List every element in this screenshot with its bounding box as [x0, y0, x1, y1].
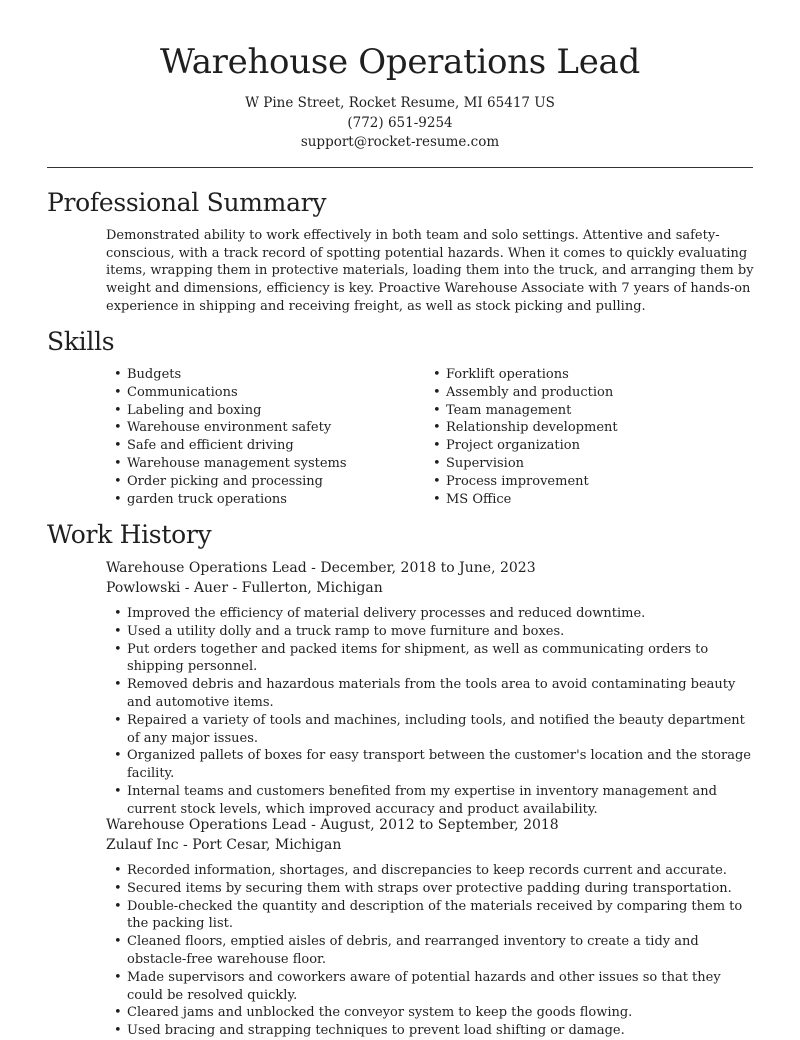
job-title-line: Warehouse Operations Lead - August, 2012 to September, 2018 [106, 817, 559, 833]
header-divider [47, 167, 753, 168]
job-bullet: • Organized pallets of boxes for easy transport between the customer's location and the storage facility. [106, 747, 756, 783]
skill-item: • Warehouse environment safety [106, 419, 406, 437]
work-history-heading: Work History [47, 520, 212, 549]
skill-item: • Supervision [425, 455, 745, 473]
job-title-line: Warehouse Operations Lead - December, 2018 to June, 2023 [106, 560, 536, 576]
job-company-line: Powlowski - Auer - Fullerton, Michigan [106, 580, 383, 596]
skill-item: • Labeling and boxing [106, 402, 406, 420]
skill-item: • Safe and efficient driving [106, 437, 406, 455]
summary-text: Demonstrated ability to work effectively in both team and solo settings. Attentive and safety-conscious, with a track record of spotting potential hazards. When it comes to quickly evaluating items, wrapping them in protective materials, loading them into the truck, and arranging them by weight and dimensions, efficiency is key. Proactive Warehouse Associate with 7 years of hands-on experience in shipping and receiving freight, as well as stock picking and pulling. [106, 228, 754, 314]
job-bullet: • Cleaned floors, emptied aisles of debris, and rearranged inventory to create a tidy and obstacle-free warehouse floor. [106, 933, 756, 969]
skill-item: • Assembly and production [425, 384, 745, 402]
summary-heading: Professional Summary [47, 188, 327, 217]
skill-item: • Warehouse management systems [106, 455, 406, 473]
job-bullet: • Removed debris and hazardous materials from the tools area to avoid contaminating beauty and automotive items. [106, 676, 756, 712]
skills-list-left [106, 366, 406, 508]
job-bullet: • Secured items by securing them with straps over protective padding during transportation. [106, 880, 756, 898]
phone-number: (772) 651-9254 [347, 114, 453, 131]
skill-item: • Forklift operations [425, 366, 745, 384]
job-bullet: • Double-checked the quantity and description of the materials received by comparing them to the packing list. [106, 898, 756, 934]
job-bullet: • Put orders together and packed items for shipment, as well as communicating orders to shipping personnel. [106, 641, 756, 677]
skill-item: • Relationship development [425, 419, 745, 437]
skill-item: • Project organization [425, 437, 745, 455]
email-address: support@rocket-resume.com [300, 134, 500, 150]
job-bullet: • Improved the efficiency of material delivery processes and reduced downtime. [106, 605, 756, 623]
job-bullet: • Cleared jams and unblocked the conveyor system to keep the goods flowing. [106, 1004, 756, 1022]
skills-heading: Skills [47, 327, 115, 356]
skill-item: • Team management [425, 402, 745, 420]
skill-item: • garden truck operations [106, 491, 406, 509]
job-bullet: • Used a utility dolly and a truck ramp to move furniture and boxes. [106, 623, 756, 641]
job-bullets [106, 605, 756, 819]
contact-block [0, 94, 800, 153]
job-bullets [106, 862, 756, 1040]
job-bullet: • Used bracing and strapping techniques to prevent load shifting or damage. [106, 1022, 756, 1040]
job-bullet: • Made supervisors and coworkers aware of potential hazards and other issues so that they could be resolved quickly. [106, 969, 756, 1005]
skill-item: • Communications [106, 384, 406, 402]
skill-item: • Order picking and processing [106, 473, 406, 491]
skill-item: • Budgets [106, 366, 406, 384]
skills-list-right [425, 366, 745, 508]
address: W Pine Street, Rocket Resume, MI 65417 US [245, 95, 555, 111]
skill-item: • Process improvement [425, 473, 745, 491]
job-company-line: Zulauf Inc - Port Cesar, Michigan [106, 837, 342, 853]
candidate-name: Warehouse Operations Lead [160, 42, 640, 82]
job-bullet: • Recorded information, shortages, and discrepancies to keep records current and accurate. [106, 862, 756, 880]
job-bullet: • Repaired a variety of tools and machines, including tools, and notified the beauty department of any major issues. [106, 712, 756, 748]
skill-item: • MS Office [425, 491, 745, 509]
job-bullet: • Internal teams and customers benefited from my expertise in inventory management and current stock levels, which improved accuracy and product availability. [106, 783, 756, 819]
